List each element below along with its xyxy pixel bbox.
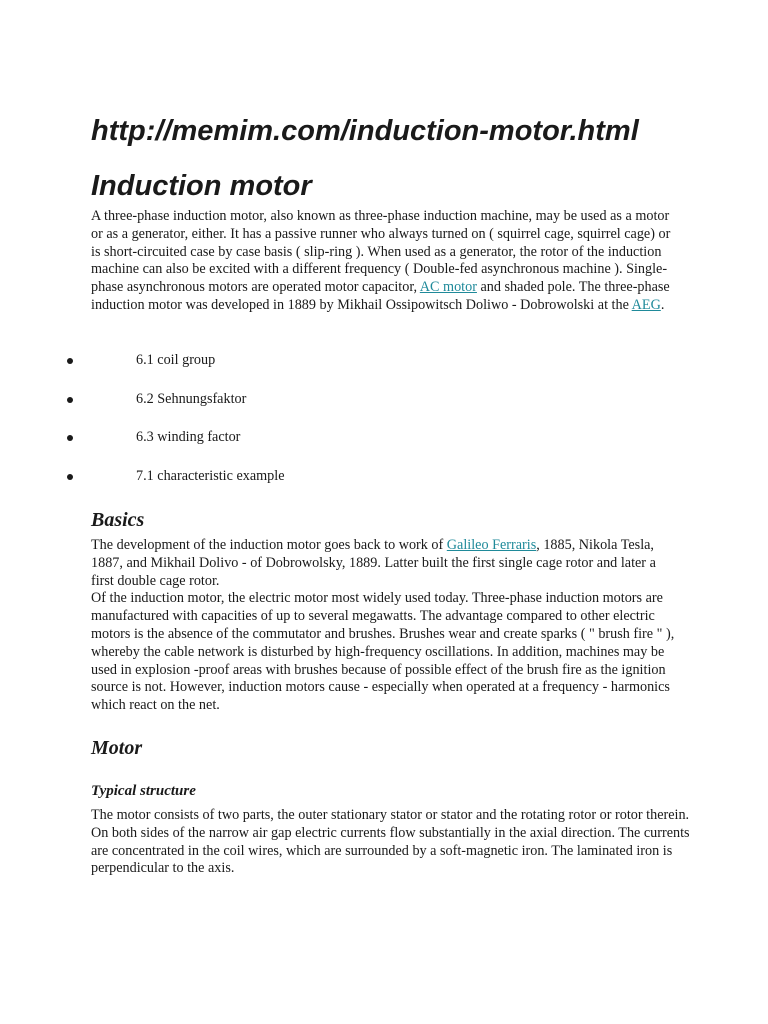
bullet-icon <box>67 474 73 480</box>
page-title: Induction motor <box>91 170 312 202</box>
galileo-ferraris-link[interactable]: Galileo Ferraris <box>446 537 537 553</box>
list-item <box>0 468 700 507</box>
list-item <box>0 429 700 468</box>
list-item <box>0 352 700 391</box>
intro-paragraph <box>91 208 679 315</box>
basics-text-a: The development of the induction motor goes back to work of <box>91 537 447 553</box>
motor-heading: Motor <box>91 737 143 759</box>
basics-paragraph-2: Of the induction motor, the electric motor most widely used today. Three-phase induction motors are manufactured with capacities of up to several megawatts. The advantage compared to other electric motors is the absence of the commutator and brushes. Brushes wear and create sparks ( " brush fire " ), whereby the cable network is disturbed by high-frequency oscillations. In addition, machines may be used in explosion -proof areas with brushes because of possible effect of the brush fire as the ignition source is not. However, induction motors cause - especially when operated at a frequency - harmonics which react on the net. <box>91 590 675 714</box>
intro-text-b: and shaded pole. The three-phase induction motor was developed in 1889 by Mikhail Ossipowitsch Doliwo - Dobrowolski at the <box>91 279 670 313</box>
typical-structure-heading: Typical structure <box>91 783 196 799</box>
basics-paragraph-1 <box>91 537 679 590</box>
basics-section <box>91 537 679 715</box>
bullet-icon <box>67 358 73 364</box>
url-title: http://memim.com/induction-motor.html <box>91 115 639 147</box>
bullet-icon <box>67 397 73 403</box>
intro-text-c: . <box>660 296 665 313</box>
toc-item-label: 6.1 coil group <box>136 352 216 368</box>
aeg-link[interactable]: AEG <box>631 296 661 313</box>
intro-text-a: A three-phase induction motor, also known as three-phase induction machine, may be used as a motor or as a generator, either. It has a passive runner who always turned on ( squirrel cage, squirrel cage) or is short-circuited case by case basis ( slip-ring ). When used as a generator, the rotor of the induction machine can also be excited with a different frequency ( Double-fed asynchronous machine ). Single-phase asynchronous motors are operated motor capacitor, <box>91 208 671 296</box>
basics-heading: Basics <box>91 509 145 531</box>
list-item <box>0 391 700 430</box>
toc-item-label: 6.3 winding factor <box>136 429 241 445</box>
toc-list <box>0 352 700 506</box>
ac-motor-link[interactable]: AC motor <box>419 279 477 296</box>
toc-item-label: 7.1 characteristic example <box>136 467 285 484</box>
motor-paragraph: The motor consists of two parts, the outer stationary stator or stator and the rotating rotor or rotor therein. On both sides of the narrow air gap electric currents flow substantially in the axial direction. The currents are concentrated in the coil wires, which are surrounded by a soft-magnetic iron. The laminated iron is perpendicular to the axis. <box>91 807 690 877</box>
toc-item-label: 6.2 Sehnungsfaktor <box>136 390 247 407</box>
bullet-icon <box>67 435 73 441</box>
basics-text-b: , 1885, Nikola Tesla, 1887, and Mikhail Dolivo - of Dobrowolsky, 1889. Latter built the first single cage rotor and later a first double cage rotor. <box>91 537 656 589</box>
